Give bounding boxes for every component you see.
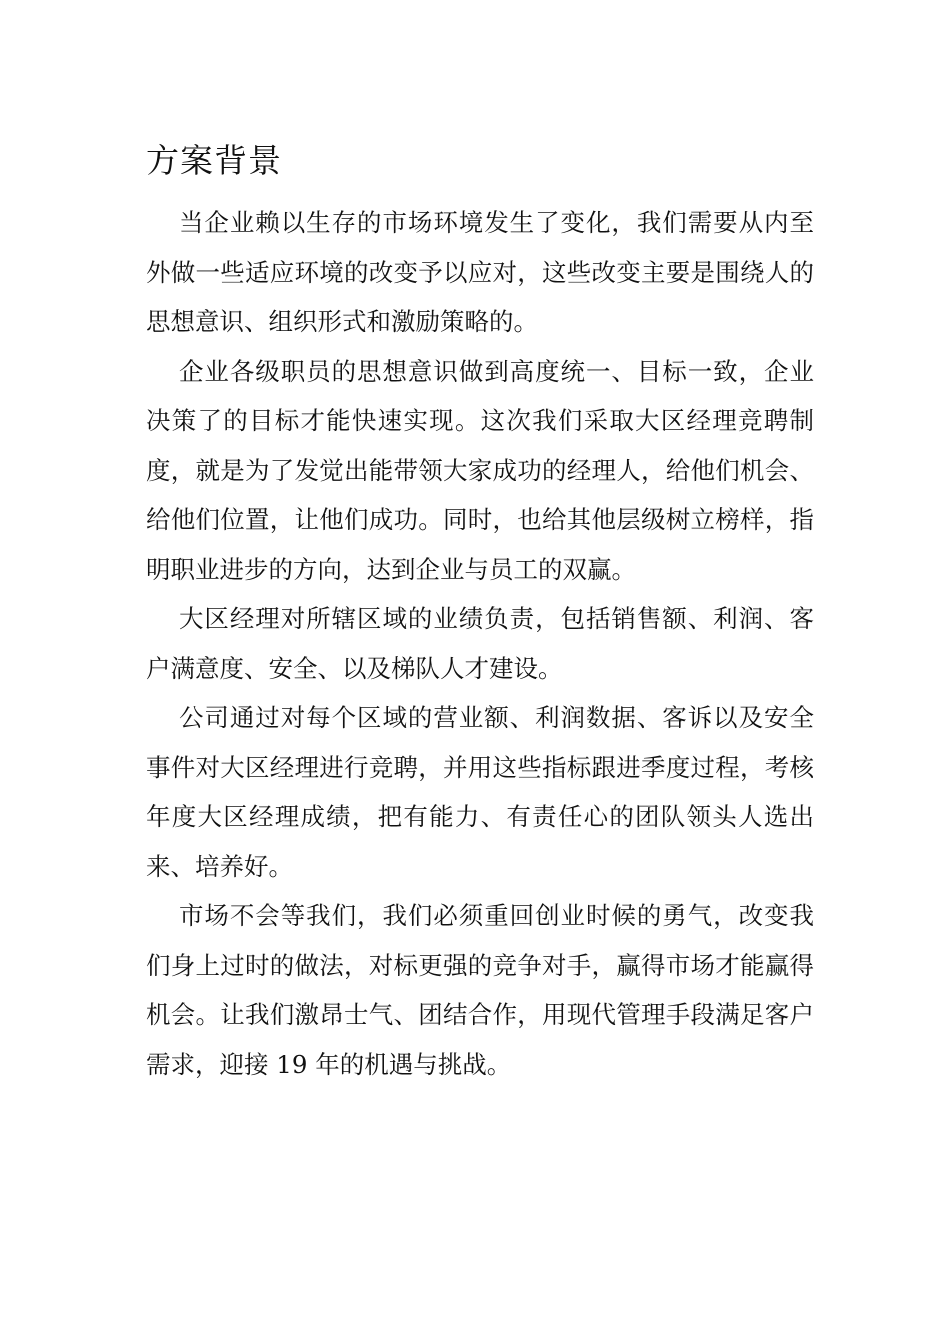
section-title: 方案背景 [146,141,282,180]
document-body [146,138,814,1089]
paragraph-4: 公司通过对每个区域的营业额、利润数据、客诉以及安全事件对大区经理进行竞聘，并用这些指标跟进季度过程，考核年度大区经理成绩，把有能力、有责任心的团队领头人选出来、培养好。 [146,703,814,881]
paragraph-5: 市场不会等我们，我们必须重回创业时候的勇气，改变我们身上过时的做法，对标更强的竞争对手，赢得市场才能赢得机会。让我们激昂士气、团结合作，用现代管理手段满足客户需求，迎接 19 年的机遇与挑战。 [146,901,814,1079]
paragraph-2: 企业各级职员的思想意识做到高度统一、目标一致，企业决策了的目标才能快速实现。这次我们采取大区经理竞聘制度，就是为了发觉出能带领大家成功的经理人，给他们机会、给他们位置，让他们成功。同时，也给其他层级树立榜样，指明职业进步的方向，达到企业与员工的双赢。 [146,356,814,584]
paragraph-1: 当企业赖以生存的市场环境发生了变化，我们需要从内至外做一些适应环境的改变予以应对，这些改变主要是围绕人的思想意识、组织形式和激励策略的。 [146,208,814,336]
paragraph-3: 大区经理对所辖区域的业绩负责，包括销售额、利润、客户满意度、安全、以及梯队人才建设。 [146,604,814,683]
